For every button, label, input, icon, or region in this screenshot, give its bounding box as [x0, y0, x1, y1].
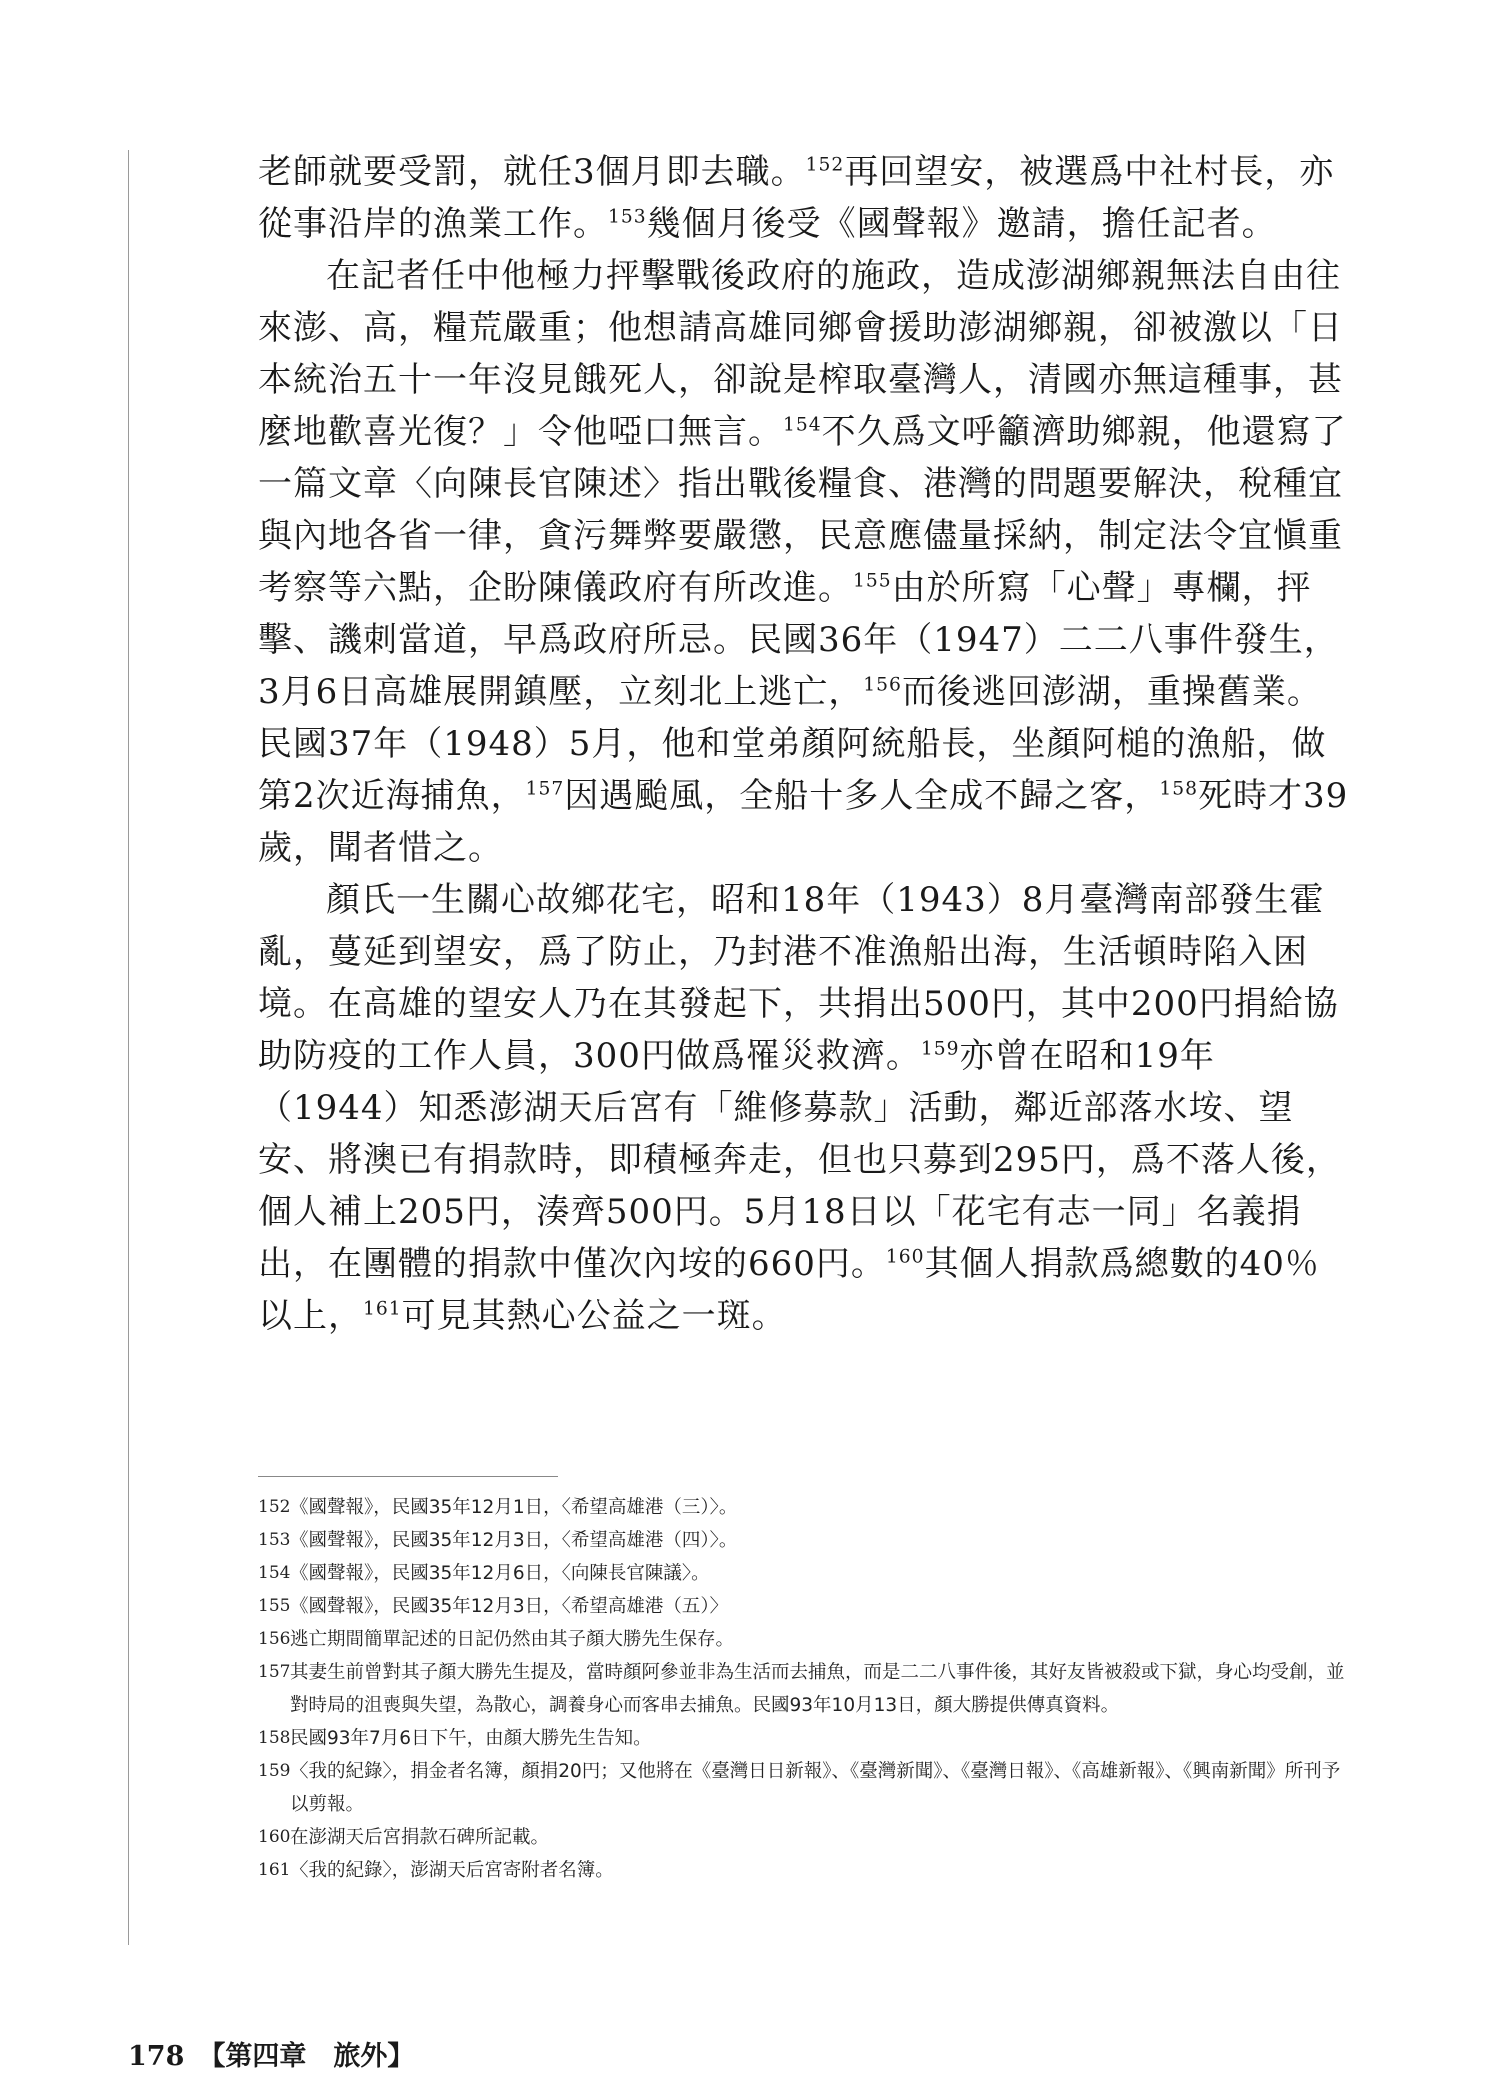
footnote-ref: 160 [885, 1246, 925, 1268]
footnote-number: 153 [258, 1530, 291, 1550]
body-text [258, 146, 1352, 1342]
footnote [258, 1524, 1352, 1557]
paragraph [258, 250, 1352, 874]
paragraph [258, 146, 1352, 250]
footnote-ref: 157 [525, 778, 565, 800]
paragraph-text: 顏氏一生關心故鄉花宅，昭和18年（1943）8月臺灣南部發生霍亂，蔓延到望安，爲了防止，乃封港不准漁船出海，生活頓時陷入困境。在高雄的望安人乃在其發起下，共捐出500円，其中200円捐給協助防疫的工作人員，300円做爲罹災救濟。 [258, 880, 1339, 1076]
paragraph-text: 因遇颱風，全船十多人全成不歸之客， [564, 776, 1160, 816]
paragraph-text: 而後逃回澎湖，重操舊業。民國37年（1948）5月，他和堂弟顏阿統船長，坐顏阿槌的漁船，做第2次近海捕魚， [258, 672, 1327, 816]
footnote-text: 其妻生前曾對其子顏大勝先生提及，當時顏阿參並非為生活而去捕魚，而是二二八事件後，其好友皆被殺或下獄，身心均受創，並對時局的沮喪與失望，為散心，調養身心而客串去捕魚。民國93年10月13日，顏大勝提供傳真資料。 [290, 1662, 1345, 1716]
footnote [258, 1557, 1352, 1590]
footnote-ref: 156 [863, 674, 902, 696]
paragraph-text: 亦曾在昭和19年（1944）知悉澎湖天后宮有「維修募款」活動，鄰近部落水垵、望安、將澳已有捐款時，即積極奔走，但也只募到295円，爲不落人後，個人補上205円，湊齊500円。5月18日以「花宅有志一同」名義捐出，在團體的捐款中僅次內垵的660円。 [258, 1036, 1341, 1284]
footnote [258, 1491, 1352, 1524]
footnote-text: 逃亡期間簡單記述的日記仍然由其子顏大勝先生保存。 [290, 1629, 735, 1650]
footnote-text: 〈我的紀錄〉，澎湖天后宮寄附者名簿。 [290, 1860, 614, 1881]
paragraph-text: 由於所寫「心聲」專欄，抨擊、譏刺當道，早爲政府所忌。民國36年（1947）二二八事件發生，3月6日高雄展開鎮壓，立刻北上逃亡， [258, 568, 1339, 712]
footnote-text: 〈我的紀錄〉，捐金者名簿，顏捐20円；又他將在《臺灣日日新報》、《臺灣新聞》、《臺灣日報》、《高雄新報》、《興南新聞》所刊予以剪報。 [290, 1761, 1341, 1815]
footnote-text: 《國聲報》，民國35年12月1日，〈希望高雄港（三）〉。 [290, 1497, 738, 1518]
footnote [258, 1623, 1352, 1656]
footnote-text: 《國聲報》，民國35年12月3日，〈希望高雄港（五）〉 [290, 1596, 729, 1617]
footnote-number: 161 [258, 1860, 291, 1880]
footnote-ref: 153 [608, 206, 647, 228]
footnote-ref: 161 [363, 1298, 402, 1320]
chapter-title: 【第四章 旅外】 [198, 2041, 415, 2072]
footnote-number: 156 [258, 1629, 291, 1649]
paragraph-text: 不久爲文呼籲濟助鄉親，他還寫了一篇文章〈向陳長官陳述〉指出戰後糧食、港灣的問題要解決，稅種宜與內地各省一律，貪污舞弊要嚴懲，民意應儘量採納，制定法令宜愼重考察等六點，企盼陳儀政府有所改進。 [258, 412, 1347, 608]
footnote-ref: 158 [1159, 778, 1198, 800]
footnote-separator [258, 1476, 558, 1477]
paragraph [258, 874, 1352, 1342]
footnote-text: 在澎湖天后宮捐款石碑所記載。 [290, 1827, 550, 1848]
paragraph-text: 死時才39歲，聞者惜之。 [258, 776, 1349, 868]
paragraph-text: 再回望安，被選爲中社村長，亦從事沿岸的漁業工作。 [258, 152, 1335, 244]
footnote-number: 155 [258, 1596, 291, 1616]
footnote [258, 1590, 1352, 1623]
footnote [258, 1854, 1352, 1887]
footnote-text: 《國聲報》，民國35年12月6日，〈向陳長官陳議〉。 [290, 1563, 710, 1584]
footnote [258, 1656, 1352, 1722]
footnote-ref: 155 [853, 570, 892, 592]
footnote-ref: 152 [805, 154, 845, 176]
paragraph-text: 幾個月後受《國聲報》邀請，擔任記者。 [646, 204, 1277, 244]
footnote [258, 1755, 1352, 1821]
margin-rule [128, 150, 129, 1945]
paragraph-text: 可見其熱心公益之一斑。 [401, 1296, 787, 1336]
page-footer [128, 2034, 414, 2073]
footnote-ref: 154 [783, 414, 822, 436]
footnote-text: 《國聲報》，民國35年12月3日，〈希望高雄港（四）〉。 [290, 1530, 738, 1551]
footnote-text: 民國93年7月6日下午，由顏大勝先生告知。 [290, 1728, 652, 1749]
footnote [258, 1722, 1352, 1755]
footnote-number: 157 [258, 1662, 291, 1682]
footnote [258, 1821, 1352, 1854]
footnote-number: 154 [258, 1563, 291, 1583]
footnote-ref: 159 [920, 1038, 960, 1060]
paragraph-text: 在記者任中他極力抨擊戰後政府的施政，造成澎湖鄉親無法自由往來澎、高，糧荒嚴重；他想請高雄同鄉會援助澎湖鄉親，卻被激以「日本統治五十一年沒見餓死人，卻說是榨取臺灣人，清國亦無這種事，甚麼地歡喜光復？」令他啞口無言。 [258, 256, 1343, 452]
paragraph-text: 其個人捐款爲總數的40％以上， [258, 1244, 1320, 1336]
footnote-number: 158 [258, 1728, 291, 1748]
footnote-number: 159 [258, 1761, 291, 1781]
footnote-number: 152 [258, 1497, 291, 1517]
footnote-number: 160 [258, 1827, 291, 1847]
page-number: 178 [128, 2041, 185, 2072]
paragraph-text: 老師就要受罰，就任3個月即去職。 [258, 152, 806, 192]
footnotes [258, 1491, 1352, 1887]
